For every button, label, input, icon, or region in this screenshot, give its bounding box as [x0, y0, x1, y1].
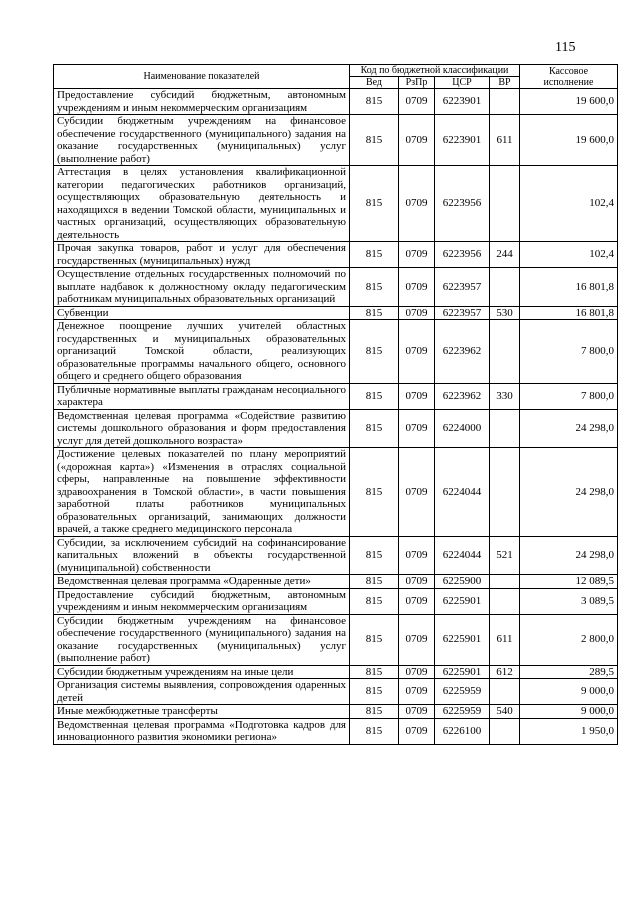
table-header: [54, 65, 618, 89]
cell-csr: 6223957: [435, 268, 490, 307]
cell-name: Осуществление отдельных государственных полномочий по выплате надбавок к должностному окладу педагогическим работникам муниципальных образовательных организаций: [54, 268, 350, 307]
cell-ved: 815: [350, 718, 399, 744]
cell-vr: [490, 718, 520, 744]
cell-rzpr: 0709: [399, 448, 435, 537]
cell-rzpr: 0709: [399, 679, 435, 705]
cell-name: Аттестация в целях установления квалификационной категории педагогических работников организаций, осуществляющих образовательную деятельность и находящихся в ведении Томской области, муниципальных и частных организаций, осуществляющих образовательную деятельность: [54, 166, 350, 242]
cell-amount: 9 000,0: [520, 679, 618, 705]
cell-amount: 24 298,0: [520, 536, 618, 575]
header-code-group: Код по бюджетной классификации: [350, 65, 520, 77]
header-csr: ЦСР: [435, 77, 490, 89]
cell-vr: 330: [490, 383, 520, 409]
table-row: [54, 320, 618, 384]
cell-name: Иные межбюджетные трансферты: [54, 705, 350, 719]
cell-amount: 7 800,0: [520, 320, 618, 384]
cell-csr: 6225901: [435, 665, 490, 679]
cell-vr: 530: [490, 306, 520, 320]
cell-ved: 815: [350, 242, 399, 268]
cell-ved: 815: [350, 614, 399, 665]
cell-amount: 24 298,0: [520, 409, 618, 448]
cell-vr: [490, 409, 520, 448]
cell-name: Субсидии, за исключением субсидий на софинансирование капитальных вложений в объекты государственной (муниципальной) собственности: [54, 536, 350, 575]
page-number: 115: [555, 40, 576, 55]
cell-rzpr: 0709: [399, 268, 435, 307]
cell-vr: [490, 166, 520, 242]
cell-vr: 540: [490, 705, 520, 719]
header-rzpr: РзПр: [399, 77, 435, 89]
cell-name: Ведомственная целевая программа «Подготовка кадров для инновационного развития экономики региона»: [54, 718, 350, 744]
cell-rzpr: 0709: [399, 306, 435, 320]
cell-csr: 6223962: [435, 320, 490, 384]
table-row: [54, 383, 618, 409]
cell-rzpr: 0709: [399, 575, 435, 589]
cell-vr: [490, 448, 520, 537]
cell-csr: 6225901: [435, 614, 490, 665]
table-row: [54, 536, 618, 575]
cell-amount: 19 600,0: [520, 89, 618, 115]
cell-name: Достижение целевых показателей по плану мероприятий («дорожная карта») «Изменения в отраслях социальной сферы, направленные на повышение эффективности здравоохранения в Томской области», в части повышения заработной платы работников муниципальных образовательных организаций, занимающих должности врачей, а также среднего медицинского персонала: [54, 448, 350, 537]
cell-amount: 19 600,0: [520, 115, 618, 166]
cell-vr: 244: [490, 242, 520, 268]
cell-rzpr: 0709: [399, 536, 435, 575]
table-row: [54, 268, 618, 307]
cell-name: Ведомственная целевая программа «Одаренные дети»: [54, 575, 350, 589]
table-row: [54, 115, 618, 166]
cell-name: Субсидии бюджетным учреждениям на финансовое обеспечение государственного (муниципального) задания на оказание государственных (муниципальных) услуг (выполнение работ): [54, 115, 350, 166]
cell-ved: 815: [350, 575, 399, 589]
cell-rzpr: 0709: [399, 242, 435, 268]
cell-amount: 102,4: [520, 166, 618, 242]
cell-ved: 815: [350, 268, 399, 307]
cell-name: Субсидии бюджетным учреждениям на иные цели: [54, 665, 350, 679]
cell-vr: [490, 89, 520, 115]
cell-rzpr: 0709: [399, 166, 435, 242]
cell-ved: 815: [350, 665, 399, 679]
cell-amount: 1 950,0: [520, 718, 618, 744]
cell-csr: 6223962: [435, 383, 490, 409]
cell-rzpr: 0709: [399, 665, 435, 679]
budget-table: [53, 64, 618, 745]
cell-rzpr: 0709: [399, 718, 435, 744]
cell-csr: 6225959: [435, 679, 490, 705]
table-row: [54, 665, 618, 679]
cell-csr: 6223956: [435, 242, 490, 268]
cell-csr: 6223957: [435, 306, 490, 320]
cell-ved: 815: [350, 166, 399, 242]
cell-csr: 6224000: [435, 409, 490, 448]
cell-csr: 6223901: [435, 89, 490, 115]
cell-ved: 815: [350, 383, 399, 409]
cell-ved: 815: [350, 705, 399, 719]
header-name: Наименование показателей: [54, 65, 350, 89]
table-row: [54, 718, 618, 744]
cell-vr: 521: [490, 536, 520, 575]
cell-rzpr: 0709: [399, 115, 435, 166]
table-row: [54, 166, 618, 242]
cell-name: Ведомственная целевая программа «Содействие развитию системы дошкольного образования и форм предоставления услуг для детей дошкольного возраста»: [54, 409, 350, 448]
cell-name: Публичные нормативные выплаты гражданам несоциального характера: [54, 383, 350, 409]
cell-amount: 24 298,0: [520, 448, 618, 537]
cell-ved: 815: [350, 89, 399, 115]
cell-name: Предоставление субсидий бюджетным, автономным учреждениям и иным некоммерческим организациям: [54, 588, 350, 614]
cell-ved: 815: [350, 115, 399, 166]
cell-ved: 815: [350, 588, 399, 614]
table-row: [54, 409, 618, 448]
cell-rzpr: 0709: [399, 409, 435, 448]
cell-amount: 12 089,5: [520, 575, 618, 589]
cell-vr: [490, 679, 520, 705]
cell-amount: 3 089,5: [520, 588, 618, 614]
cell-amount: 9 000,0: [520, 705, 618, 719]
cell-csr: 6223901: [435, 115, 490, 166]
cell-ved: 815: [350, 306, 399, 320]
cell-rzpr: 0709: [399, 89, 435, 115]
header-vr: ВР: [490, 77, 520, 89]
cell-ved: 815: [350, 409, 399, 448]
cell-name: Субвенции: [54, 306, 350, 320]
table-row: [54, 614, 618, 665]
cell-amount: 16 801,8: [520, 268, 618, 307]
cell-amount: 2 800,0: [520, 614, 618, 665]
cell-csr: 6224044: [435, 536, 490, 575]
cell-vr: 611: [490, 115, 520, 166]
cell-name: Денежное поощрение лучших учителей областных государственных и муниципальных образовательных организаций Томской области, реализующих образовательные программы начального общего, основного общего и среднего общего образования: [54, 320, 350, 384]
cell-rzpr: 0709: [399, 705, 435, 719]
cell-vr: 611: [490, 614, 520, 665]
cell-amount: 102,4: [520, 242, 618, 268]
cell-ved: 815: [350, 536, 399, 575]
cell-vr: 612: [490, 665, 520, 679]
cell-csr: 6225901: [435, 588, 490, 614]
table-body: [54, 89, 618, 745]
table-row: [54, 575, 618, 589]
cell-name: Прочая закупка товаров, работ и услуг для обеспечения государственных (муниципальных) нужд: [54, 242, 350, 268]
table-row: [54, 306, 618, 320]
cell-ved: 815: [350, 679, 399, 705]
header-ved: Вед: [350, 77, 399, 89]
cell-name: Организация системы выявления, сопровождения одаренных детей: [54, 679, 350, 705]
cell-vr: [490, 320, 520, 384]
cell-rzpr: 0709: [399, 320, 435, 384]
cell-rzpr: 0709: [399, 383, 435, 409]
table-row: [54, 588, 618, 614]
cell-amount: 289,5: [520, 665, 618, 679]
table-row: [54, 242, 618, 268]
cell-vr: [490, 575, 520, 589]
cell-name: Предоставление субсидий бюджетным, автономным учреждениям и иным некоммерческим организациям: [54, 89, 350, 115]
header-amount: Кассовое исполнение: [520, 65, 618, 89]
cell-amount: 7 800,0: [520, 383, 618, 409]
table-row: [54, 679, 618, 705]
cell-csr: 6224044: [435, 448, 490, 537]
table-row: [54, 448, 618, 537]
cell-ved: 815: [350, 320, 399, 384]
cell-csr: 6225900: [435, 575, 490, 589]
cell-csr: 6223956: [435, 166, 490, 242]
cell-vr: [490, 588, 520, 614]
cell-vr: [490, 268, 520, 307]
cell-ved: 815: [350, 448, 399, 537]
table-row: [54, 89, 618, 115]
cell-name: Субсидии бюджетным учреждениям на финансовое обеспечение государственного (муниципального) задания на оказание государственных (муниципальных) услуг (выполнение работ): [54, 614, 350, 665]
cell-amount: 16 801,8: [520, 306, 618, 320]
cell-csr: 6225959: [435, 705, 490, 719]
cell-csr: 6226100: [435, 718, 490, 744]
cell-rzpr: 0709: [399, 588, 435, 614]
table-row: [54, 705, 618, 719]
cell-rzpr: 0709: [399, 614, 435, 665]
